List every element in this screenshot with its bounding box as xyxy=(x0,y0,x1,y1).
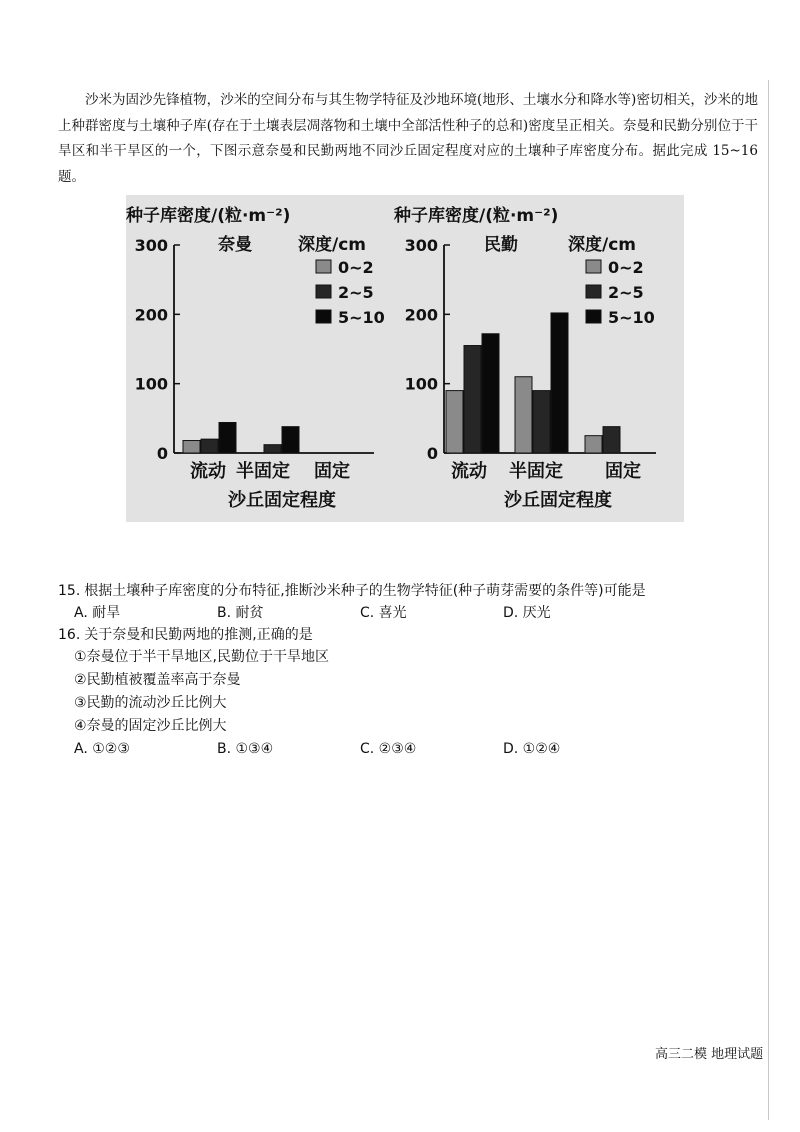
y-tick-label-2: 300 xyxy=(404,236,438,255)
bar-1 xyxy=(183,441,200,453)
seed-bank-charts xyxy=(126,195,684,522)
statement-3: ③民勤的流动沙丘比例大 xyxy=(74,695,227,711)
option-c[interactable]: C. ②③④ xyxy=(360,741,417,757)
page-footer: 高三二模 地理试题 xyxy=(655,1047,764,1062)
bar-2 xyxy=(482,334,499,453)
legend-label-1: 0~2 xyxy=(338,258,374,277)
chart-title-2: 民勤 xyxy=(484,235,518,255)
y-axis-title-2: 种子库密度/(粒·m⁻²) xyxy=(394,206,559,226)
y-tick-label-2: 200 xyxy=(404,305,438,325)
x-tick-label-2: 固定 xyxy=(605,461,641,482)
legend-label-2: 0~2 xyxy=(608,258,644,277)
intro-text: 沙米为固沙先锋植物，沙米的空间分布与其生物学特征及沙地环境(地形、土壤水分和降水等)密切相关，沙米的地上种群密度与土壤种子库(存在于土壤表层凋落物和土壤中全部活性种子的总和)密度呈正相关。奈曼和民勤分别位于干旱区和半干旱区的一个，下图示意奈曼和民勤两地不同沙丘固定程度对应的土壤种子库密度分布。据此完成 15~16 题。 xyxy=(58,92,758,185)
question-16 xyxy=(58,624,768,760)
bar-2 xyxy=(603,427,620,453)
y-tick-label-2: 100 xyxy=(404,374,438,394)
option-b[interactable]: B. ①③④ xyxy=(217,741,274,757)
option-a[interactable]: A. 耐旱 xyxy=(74,605,121,621)
bar-1 xyxy=(219,422,236,453)
question-number: 16. xyxy=(58,627,81,643)
bar-2 xyxy=(515,377,532,453)
options-row xyxy=(58,738,768,760)
x-tick-label-2: 半固定 xyxy=(509,461,563,482)
question-stem xyxy=(58,580,768,602)
intro-passage xyxy=(58,88,758,190)
question-stem xyxy=(58,624,768,646)
options-row xyxy=(58,602,768,624)
statement-4: ④奈曼的固定沙丘比例大 xyxy=(74,718,227,734)
questions xyxy=(58,580,768,760)
x-axis-title-2: 沙丘固定程度 xyxy=(504,490,612,511)
legend-swatch-1 xyxy=(316,310,331,323)
bar-2 xyxy=(446,391,463,453)
statement-1: ①奈曼位于半干旱地区,民勤位于干旱地区 xyxy=(74,649,329,665)
y-tick-label-1: 100 xyxy=(134,374,168,394)
option-d[interactable]: D. ①②④ xyxy=(503,741,561,757)
legend-title-1: 深度/cm xyxy=(298,235,366,255)
y-tick-label-1: 300 xyxy=(134,236,168,255)
page-edge-rule xyxy=(768,80,769,1120)
bar-1 xyxy=(282,427,299,453)
legend-swatch-1 xyxy=(316,260,331,273)
legend-swatch-2 xyxy=(586,285,601,298)
x-axis-title-1: 沙丘固定程度 xyxy=(228,490,336,511)
y-tick-label-2: 0 xyxy=(426,444,438,463)
question-number: 15. xyxy=(58,583,81,599)
option-c[interactable]: C. 喜光 xyxy=(360,605,407,621)
statement-2: ②民勤植被覆盖率高于奈曼 xyxy=(74,672,241,688)
bar-2 xyxy=(533,391,550,453)
legend-label-1: 2~5 xyxy=(338,283,374,302)
question-text: 根据土壤种子库密度的分布特征,推断沙米种子的生物学特征(种子萌芽需要的条件等)可能是 xyxy=(84,583,646,599)
chart-title-1: 奈曼 xyxy=(218,235,252,255)
bar-1 xyxy=(264,445,281,453)
x-tick-label-1: 固定 xyxy=(314,461,350,482)
y-tick-label-1: 200 xyxy=(134,305,168,325)
legend-swatch-1 xyxy=(316,285,331,298)
option-d[interactable]: D. 厌光 xyxy=(503,605,551,621)
bar-2 xyxy=(551,313,568,453)
x-tick-label-1: 半固定 xyxy=(236,461,290,482)
bar-2 xyxy=(585,436,602,453)
x-tick-label-2: 流动 xyxy=(451,461,487,482)
y-tick-label-1: 0 xyxy=(156,444,168,463)
legend-swatch-2 xyxy=(586,310,601,323)
y-axis-title-1: 种子库密度/(粒·m⁻²) xyxy=(126,206,291,226)
bar-2 xyxy=(464,346,481,453)
legend-label-2: 2~5 xyxy=(608,283,644,302)
bar-1 xyxy=(201,439,218,453)
x-tick-label-1: 流动 xyxy=(190,461,226,482)
question-text: 关于奈曼和民勤两地的推测,正确的是 xyxy=(84,627,313,643)
option-b[interactable]: B. 耐贫 xyxy=(217,605,264,621)
legend-title-2: 深度/cm xyxy=(568,235,636,255)
legend-label-2: 5~10 xyxy=(608,308,655,327)
option-a[interactable]: A. ①②③ xyxy=(74,741,130,757)
seed-bank-figure xyxy=(126,195,684,522)
legend-label-1: 5~10 xyxy=(338,308,385,327)
question-15 xyxy=(58,580,768,624)
legend-swatch-2 xyxy=(586,260,601,273)
